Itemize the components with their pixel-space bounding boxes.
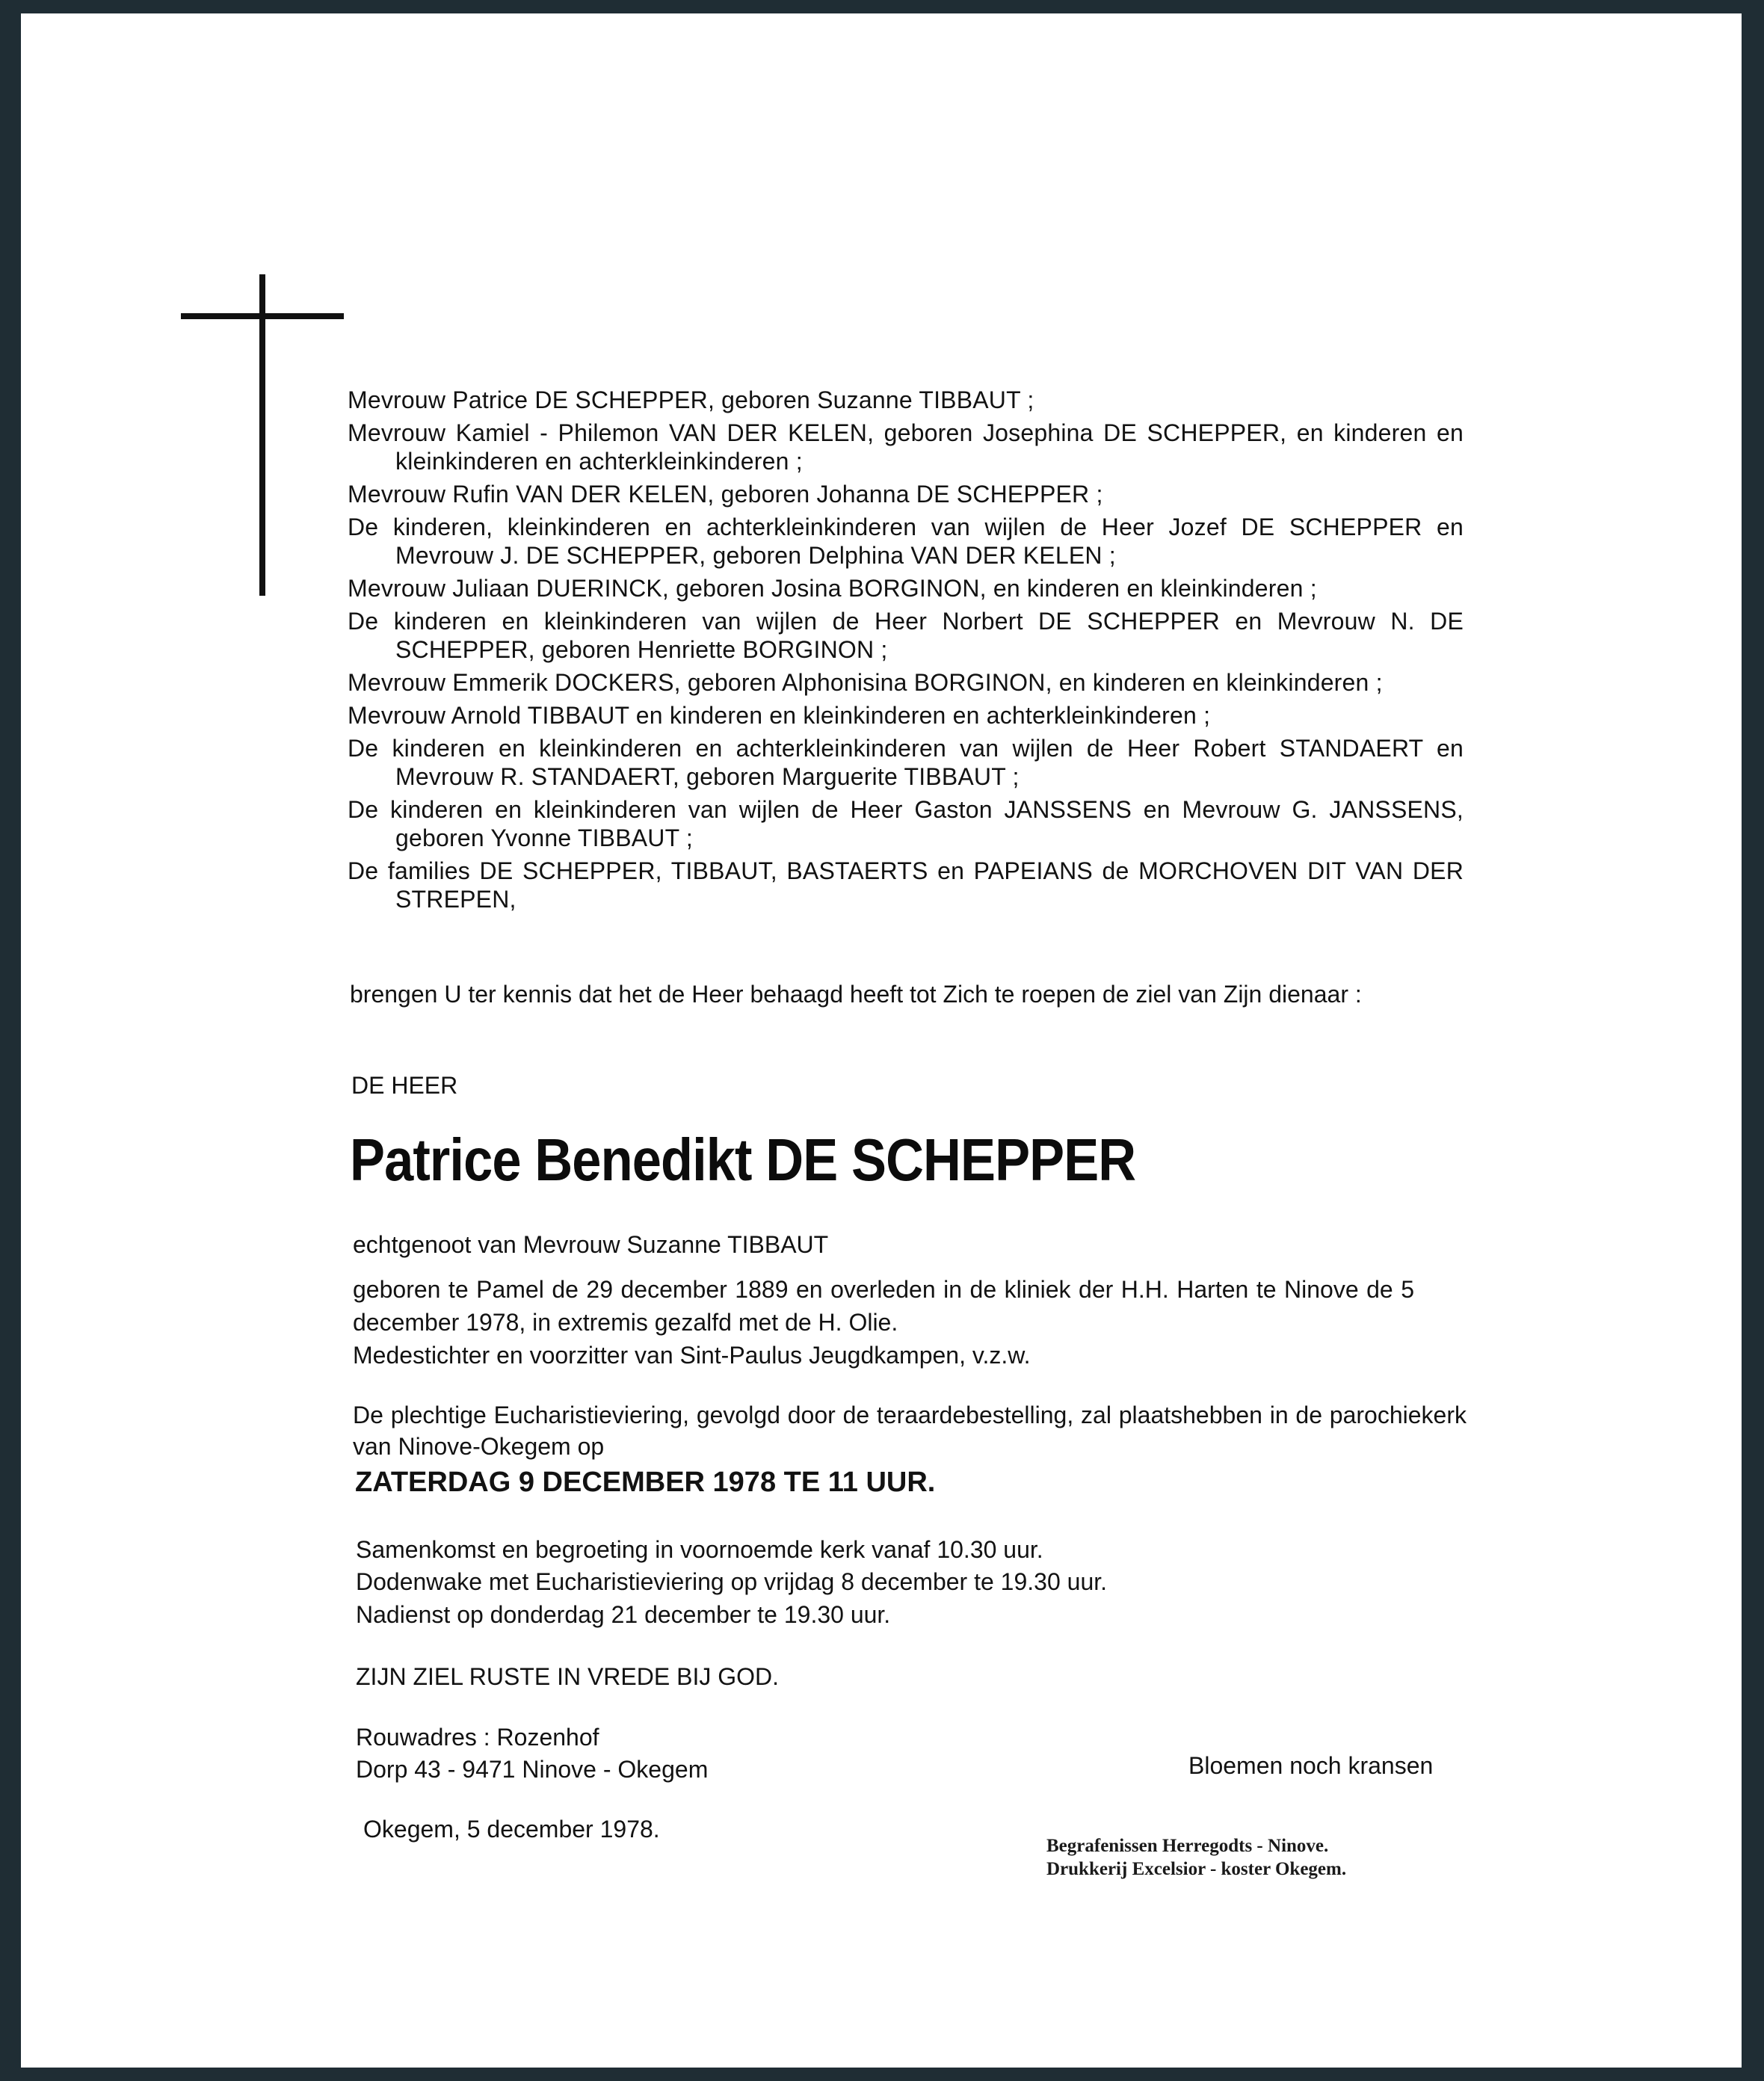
family-list [348,386,1464,918]
family-entry: Mevrouw Juliaan DUERINCK, geboren Josina BORGINON, en kinderen en kleinkinderen ; [348,575,1317,602]
place-date: Okegem, 5 december 1978. [363,1816,660,1843]
family-entry: De families DE SCHEPPER, TIBBAUT, BASTAERTS en PAPEIANS de MORCHOVEN DIT VAN DER STREPEN, [348,857,1464,913]
cross-icon [259,274,265,596]
printer-credit: Begrafenissen Herregodts - Ninove. [1046,1836,1329,1856]
role-line: Medestichter en voorzitter van Sint-Paulus Jeugdkampen, v.z.w. [353,1342,1031,1369]
family-entry: De kinderen en kleinkinderen van wijlen de Heer Gaston JANSSENS en Mevrouw G. JANSSENS, geboren Yvonne TIBBAUT ; [348,796,1464,851]
title-heer: DE HEER [351,1072,458,1099]
schedule-item: Samenkomst en begroeting in voornoemde kerk vanaf 10.30 uur. [356,1536,1043,1563]
announcement-text: brengen U ter kennis dat het de Heer behaagd heeft tot Zich te roepen de ziel van Zijn dienaar : [350,981,1362,1008]
schedule-item: Dodenwake met Eucharistieviering op vrijdag 8 december te 19.30 uur. [356,1568,1108,1595]
family-entry: Mevrouw Kamiel - Philemon VAN DER KELEN, geboren Josephina DE SCHEPPER, en kinderen en kleinkinderen en achterkleinkinderen ; [348,419,1464,475]
mourning-card [21,13,1742,2068]
ceremony-text: De plechtige Eucharistieviering, gevolgd door de teraardebestelling, zal plaatshebben in de parochiekerk van Ninove-Okegem op [353,1402,1467,1460]
birth-death-text: geboren te Pamel de 29 december 1889 en overleden in de kliniek der H.H. Harten te Ninove de 5 december 1978, in extremis gezalfd met de H. Olie. [353,1276,1414,1336]
flowers-note: Bloemen noch kransen [1188,1752,1434,1779]
family-entry: De kinderen en kleinkinderen en achterkleinkinderen van wijlen de Heer Robert STANDAERT en Mevrouw R. STANDAERT, geboren Marguerite TIBBAUT ; [348,735,1464,790]
family-entry: De kinderen en kleinkinderen van wijlen de Heer Norbert DE SCHEPPER en Mevrouw N. DE SCHEPPER, geboren Henriette BORGINON ; [348,608,1464,663]
family-entry: Mevrouw Emmerik DOCKERS, geboren Alphonisina BORGINON, en kinderen en kleinkinderen ; [348,669,1383,696]
schedule-item: Nadienst op donderdag 21 december te 19.30 uur. [356,1601,891,1628]
spouse-line: echtgenoot van Mevrouw Suzanne TIBBAUT [353,1231,829,1258]
family-entry: Mevrouw Rufin VAN DER KELEN, geboren Johanna DE SCHEPPER ; [348,481,1103,508]
printer-credit: Drukkerij Excelsior - koster Okegem. [1046,1859,1347,1879]
family-entry: Mevrouw Patrice DE SCHEPPER, geboren Suzanne TIBBAUT ; [348,386,1034,413]
deceased-name: Patrice Benedikt DE SCHEPPER [350,1126,1136,1193]
address-line: Rouwadres : Rozenhof [356,1724,599,1751]
family-entry: De kinderen, kleinkinderen en achterkleinkinderen van wijlen de Heer Jozef DE SCHEPPER en Mevrouw J. DE SCHEPPER, geboren Delphina VAN DER KELEN ; [348,514,1464,569]
address-line: Dorp 43 - 9471 Ninove - Okegem [356,1756,709,1783]
cross-icon-bar [181,313,344,319]
ceremony-date: ZATERDAG 9 DECEMBER 1978 TE 11 UUR. [355,1467,936,1498]
family-entry: Mevrouw Arnold TIBBAUT en kinderen en kleinkinderen en achterkleinkinderen ; [348,702,1211,729]
closing-line: ZIJN ZIEL RUSTE IN VREDE BIJ GOD. [356,1663,779,1690]
